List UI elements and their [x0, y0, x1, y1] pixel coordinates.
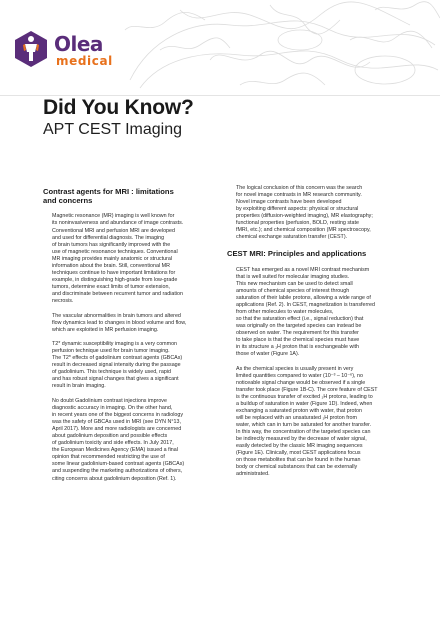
brand-name: Olea: [54, 32, 103, 56]
text-line: about gadolinium deposition and possible effects: [52, 433, 168, 440]
text-line: noticeable signal change would be observed if a single: [236, 379, 366, 386]
left-heading-line: Contrast agents for MRI : limitations: [43, 187, 174, 196]
right-section-title: CEST MRI: Principles and applications: [227, 249, 367, 259]
text-line: perfusion technique used for brain tumor imaging.: [52, 348, 170, 355]
text-line: The logical conclusion of this concern was the search: [236, 185, 363, 191]
right-paragraph: [227, 267, 399, 359]
text-line: citing concerns about gadolinium deposition (Ref. 1).: [52, 475, 177, 482]
left-paragraph: [43, 313, 215, 334]
left-paragraph: [43, 213, 215, 305]
brand-logo: [14, 30, 134, 74]
text-line: diagnostic accuracy in imaging. On the other hand,: [52, 405, 173, 412]
left-paragraph: [43, 341, 215, 390]
text-line: tumors, determine exact limits of tumor extension,: [52, 283, 170, 290]
text-line: the European Medicines Agency (EMA) issued a final: [52, 447, 178, 454]
text-line: applications (Ref. 2). In CEST, magnetization is transferred: [236, 301, 375, 308]
text-line: was the safety of GBCAs used in MRI (see DYN N°13,: [52, 419, 181, 426]
text-line: properties (diffusion-weighted imaging), MR elastography;: [236, 213, 373, 220]
text-line: transfer took place (Figure 1B-C). The core feature of CEST: [236, 386, 378, 393]
text-line: to take place is that the chemical species must have: [236, 337, 360, 344]
brain-illustration: [120, 0, 440, 95]
text-line: and discriminate between recurrent tumor and radiation: [52, 290, 183, 297]
text-line: of brain tumors has significantly improved with the: [52, 241, 171, 248]
text-line: in recent years one of the biggest concerns in radiology: [52, 412, 184, 419]
text-line: those of water (Figure 1A).: [236, 351, 300, 358]
text-line: will be replaced with an unsaturated ₁H proton from: [236, 415, 357, 422]
text-line: and used for differential diagnosis. The imaging: [52, 234, 165, 241]
text-line: No doubt Gadolinium contrast injections improve: [52, 397, 167, 404]
text-line: example, in distinguishing high-grade from low-grade: [52, 276, 178, 283]
right-paragraph: [227, 366, 399, 479]
left-heading-line: and concerns: [43, 196, 93, 206]
text-line: in its structure a ₁H proton that is exchangeable with: [236, 344, 359, 351]
left-paragraph: [43, 398, 215, 483]
text-line: for novel image contrasts in MR research community.: [236, 192, 362, 199]
text-line: of gadolinium. This technique is widely used, rapid: [52, 369, 172, 376]
text-line: administrated.: [236, 471, 270, 478]
text-line: some linear gadolinium-based contrast agents (GBCAs): [52, 461, 185, 468]
text-line: that is well suited for molecular imaging studies.: [236, 273, 350, 280]
text-line: of gadolinium toxicity and side effects. In July 2017,: [52, 440, 174, 447]
text-line: which are exploited in MR perfusion imaging.: [52, 326, 159, 333]
text-line: Conventional MRI and perfusion MRI are developed: [52, 227, 175, 234]
text-line: amounts of chemical species of interest through: [236, 287, 350, 294]
text-line: Novel image contrasts have been developed: [236, 199, 342, 206]
page-title: Did You Know?: [43, 96, 194, 119]
text-line: This new mechanism can be used to detect small: [236, 280, 353, 287]
text-line: In this way, the concentration of the targeted species can: [236, 429, 371, 436]
right-intro-paragraph: [227, 185, 399, 241]
text-line: and suspending the marketing authorizations of others,: [52, 468, 183, 475]
text-line: is the continuous transfer of excited ₁H protons, leading to: [236, 393, 373, 400]
text-line: The vascular abnormalities in brain tumors and altered: [52, 312, 181, 319]
text-line: a buildup of saturation in water (Figure 1D). Indeed, when: [236, 400, 373, 407]
hexagon-body-icon: [14, 30, 48, 68]
text-line: was originally on the targeted species can instead be: [236, 322, 362, 329]
text-line: (Figure 1E). Clinically, most CEST applications focus: [236, 450, 361, 457]
text-line: techniques continue to have important limitations for: [52, 269, 176, 276]
text-line: flow dynamics lead to changes in blood volume and flow,: [52, 319, 187, 326]
text-line: result in brain imaging.: [52, 383, 106, 390]
text-line: chemical exchange saturation transfer (CEST).: [236, 234, 348, 241]
text-line: information about the brain. Still, conventional MR: [52, 262, 170, 269]
text-line: limited quantities compared to water (10⁻³ – 10⁻⁶), no: [236, 372, 363, 379]
text-line: from other molecules to water molecules,: [236, 308, 334, 315]
text-line: water, which can in turn be saturated for another transfer.: [236, 422, 372, 429]
right-column: [227, 185, 399, 486]
text-line: so that the saturation effect (i.e., signal reduction) that: [236, 315, 364, 322]
text-line: by exploiting different aspects: physical or structural: [236, 206, 359, 213]
text-line: exchanging a saturated proton with water, that proton: [236, 407, 362, 414]
text-line: necrosis.: [52, 297, 74, 304]
text-line: fMRI, etc.); and chemical composition (MR spectroscopy,: [236, 227, 371, 234]
text-line: Magnetic resonance (MR) imaging is well known for: [52, 213, 175, 220]
text-line: use of magnetic resonance techniques. Conventional: [52, 248, 178, 255]
left-section-title: [43, 187, 215, 205]
page-subtitle: APT CEST Imaging: [43, 121, 183, 138]
left-column: [43, 187, 215, 490]
text-line: CEST has emerged as a novel MRI contrast mechanism: [236, 266, 370, 273]
text-line: observed on water. The requirement for this transfer: [236, 330, 359, 336]
brand-subtitle: medical: [56, 54, 113, 68]
text-line: opinion that recommended restricting the use of: [52, 454, 165, 461]
text-line: As the chemical species is usually present in very: [236, 365, 354, 372]
text-line: T2* dynamic susceptibility imaging is a very common: [52, 341, 178, 348]
text-line: its noninvasiveness and abundance of image contrasts.: [52, 220, 184, 227]
text-line: April 2017). More and more radiologists are concerned: [52, 426, 182, 433]
text-line: result in decreased signal intensity during the passage: [52, 362, 181, 369]
text-line: functional properties (perfusion, BOLD, resting state: [236, 220, 359, 227]
text-line: body or chemical substances that can be externally: [236, 464, 358, 471]
text-line: saturation of their labile protons, allowing a wide range of: [236, 294, 371, 301]
text-line: on those metabolites that can be found in the human: [236, 457, 361, 464]
text-line: The T2* effects of gadolinium contrast agents (GBCAs): [52, 355, 183, 362]
text-line: easily detected by the classic MR imaging sequences: [236, 443, 363, 450]
text-line: MR imaging provides mainly anatomic or structural: [52, 255, 172, 262]
text-line: and has robust signal changes that gives a significant: [52, 376, 179, 383]
text-line: be indirectly measured by the decrease of water signal,: [236, 436, 367, 443]
